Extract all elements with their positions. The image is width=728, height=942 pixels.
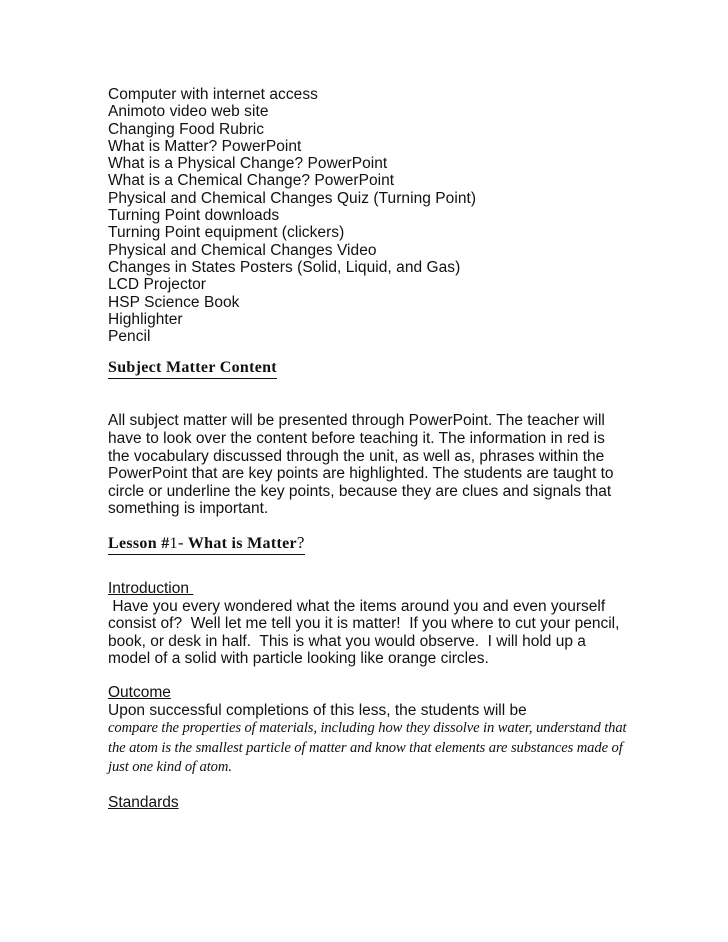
materials-item: Animoto video web site (108, 103, 269, 121)
lesson-heading-dash: - (177, 533, 184, 553)
outcome-section (108, 684, 628, 777)
document-page (108, 84, 628, 812)
materials-item: Pencil (108, 328, 151, 346)
introduction-section (108, 580, 628, 668)
subject-matter-heading: Subject Matter Content (108, 359, 277, 379)
materials-item: What is a Chemical Change? PowerPoint (108, 172, 395, 190)
materials-item: What is Matter? PowerPoint (108, 137, 302, 155)
outcome-body: Upon successful completions of this less, the students will be (108, 701, 527, 719)
introduction-label: Introduction (108, 580, 194, 598)
materials-item: Turning Point equipment (clickers) (108, 224, 345, 242)
lesson-heading-row (108, 534, 628, 555)
subject-matter-body: All subject matter will be presented through PowerPoint. The teacher will have to look over the content before teaching it. The information in red is the vocabulary discussed through the unit, as well as, phrases within the PowerPoint that are key points are highlighted. The students are taught to circle or underline the key points, because they are clues and signals that something is important. (108, 412, 614, 518)
materials-item: Physical and Chemical Changes Video (108, 241, 377, 259)
materials-item: Computer with internet access (108, 86, 318, 103)
lesson-heading-qmark: ? (296, 533, 305, 553)
materials-item: LCD Projector (108, 276, 206, 294)
materials-item: HSP Science Book (108, 293, 240, 311)
lesson-heading-number: 1 (169, 535, 178, 553)
materials-item: Changing Food Rubric (108, 120, 265, 138)
standards-section (108, 794, 628, 812)
materials-item: What is a Physical Change? PowerPoint (108, 155, 388, 173)
subject-matter-section (108, 359, 628, 379)
materials-item: Physical and Chemical Changes Quiz (Turning Point) (108, 189, 477, 207)
outcome-italic-text: compare the properties of materials, including how they dissolve in water, understand that the atom is the smallest particle of matter and know that elements are substances made of just one kind of atom. (108, 720, 627, 775)
materials-item: Highlighter (108, 310, 183, 328)
outcome-label: Outcome (108, 683, 171, 701)
materials-item: Turning Point downloads (108, 207, 280, 225)
standards-label: Standards (108, 794, 179, 812)
lesson-heading (108, 534, 305, 555)
materials-list (108, 86, 628, 345)
lesson-heading-title: What is Matter (183, 535, 297, 553)
lesson-heading-prefix: Lesson # (108, 535, 170, 553)
materials-item: Changes in States Posters (Solid, Liquid, and Gas) (108, 258, 461, 276)
introduction-body: Have you every wondered what the items around you and even yourself consist of? Well let me tell you it is matter! If you where to cut your pencil, book, or desk in half. This is what you would observe. I will hold up a model of a solid with particle looking like orange circles. (108, 597, 624, 668)
